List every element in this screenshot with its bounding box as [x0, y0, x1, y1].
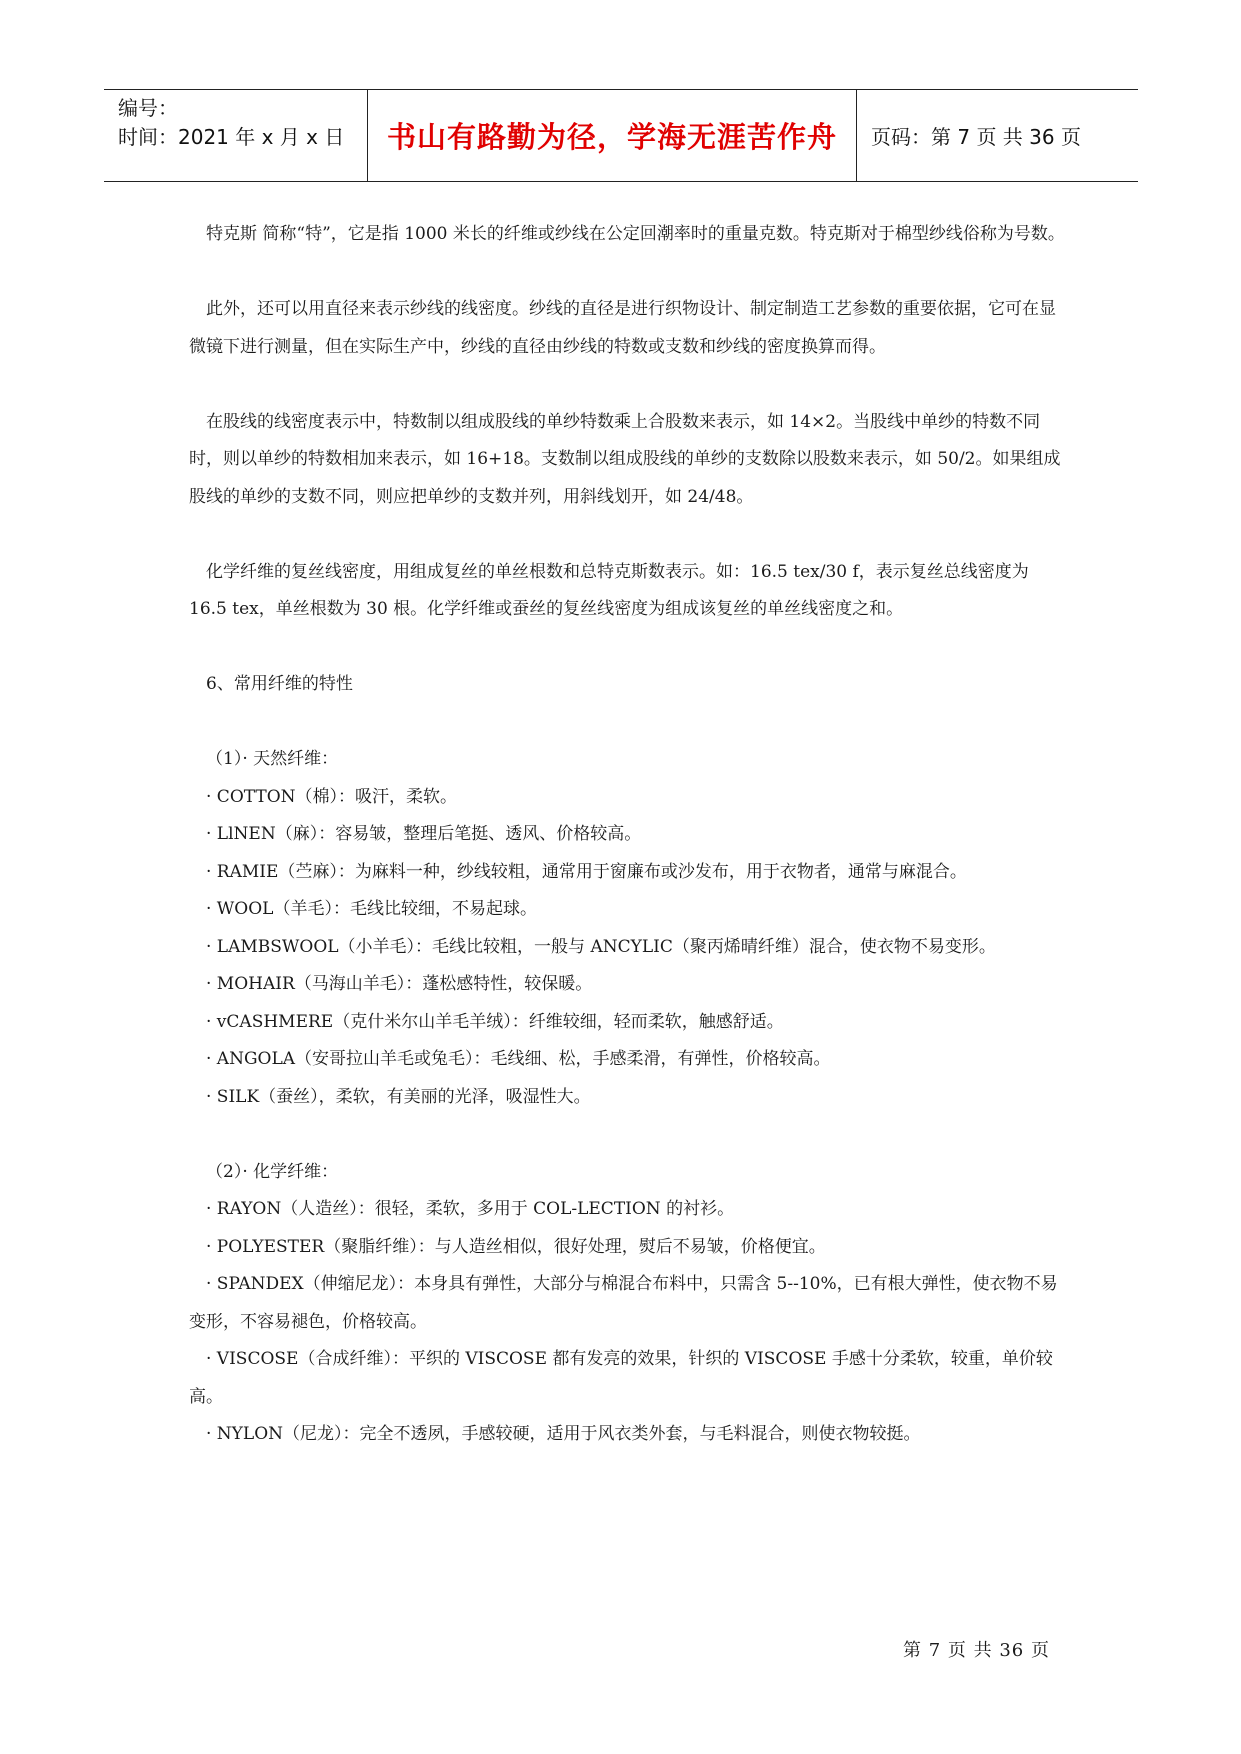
list-item: · LAMBSWOOL（小羊毛）：毛线比较粗，一般与 ANCYLIC（聚丙烯晴纤维）混合，使衣物不易变形。 [206, 936, 996, 957]
page-header [104, 89, 1138, 182]
page-footer: 第 7 页 共 36 页 [903, 1640, 1050, 1661]
list-item: · SILK（蚕丝），柔软，有美丽的光泽，吸湿性大。 [206, 1086, 591, 1107]
list-item: · ANGOLA（安哥拉山羊毛或兔毛）：毛线细、松，手感柔滑，有弹性，价格较高。 [206, 1049, 831, 1069]
list-item: · COTTON（棉）：吸汗，柔软。 [206, 786, 458, 807]
header-page-number: 页码：第 7 页 共 36 页 [871, 125, 1081, 149]
header-meta [104, 90, 368, 181]
date-label: 时间：2021 年 x 月 x 日 [118, 125, 345, 149]
list-item: · MOHAIR（马海山羊毛）：蓬松感特性，较保暖。 [206, 974, 593, 994]
paragraph-diameter: 此外，还可以用直径来表示纱线的线密度。纱线的直径是进行织物设计、制定制造工艺参数的重要依据，它可在显微镜下进行测量，但在实际生产中，纱线的直径由纱线的特数或支数和纱线的密度换算而得。 [189, 299, 1056, 357]
header-motto: 书山有路勤为径，学海无涯苦作舟 [368, 90, 857, 181]
list-item: · LlNEN（麻）：容易皱，整理后笔挺、透风、价格较高。 [206, 824, 642, 844]
list-item: · VISCOSE（合成纤维）：平织的 VISCOSE 都有发亮的效果，针织的 VISCOSE 手感十分柔软，较重，单价较高。 [189, 1349, 1053, 1407]
list-item: · RAMIE（苎麻）：为麻料一种，纱线较粗，通常用于窗廉布或沙发布，用于衣物者，通常与麻混合。 [206, 861, 967, 882]
section-title: 6、常用纤维的特性 [206, 674, 353, 694]
document-body [189, 216, 1069, 1454]
list-item: · vCASHMERE（克什米尔山羊毛羊绒）：纤维较细，轻而柔软，触感舒适。 [206, 1011, 784, 1032]
list-item: · RAYON（人造丝）：很轻，柔软，多用于 COL-LECTION 的衬衫。 [206, 1199, 735, 1219]
list-item: · NYLON（尼龙）：完全不透夙，手感较硬，适用于风衣类外套，与毛料混合，则使衣物较挺。 [206, 1424, 921, 1444]
paragraph-ply-yarn: 在股线的线密度表示中，特数制以组成股线的单纱特数乘上合股数来表示，如 14×2。当股线中单纱的特数不同时，则以单纱的特数相加来表示，如 16+18。支数制以组成股线的单纱的支数除以股数来表示，如 50/2。如果组成股线的单纱的支数不同，则应把单纱的支数并列，用斜线划开，如 24/48。 [189, 411, 1061, 507]
chemical-fiber-heading: （2）· 化学纤维： [206, 1161, 339, 1182]
paragraph-filament: 化学纤维的复丝线密度，用组成复丝的单丝根数和总特克斯数表示。如：16.5 tex/30 f，表示复丝总线密度为 16.5 tex，单丝根数为 30 根。化学纤维或蚕丝的复丝线密度为组成该复丝的单丝线密度之和。 [189, 561, 1029, 619]
list-item: · WOOL（羊毛）：毛线比较细，不易起球。 [206, 899, 537, 919]
list-item: · POLYESTER（聚脂纤维）：与人造丝相似，很好处理，熨后不易皱，价格便宜。 [206, 1236, 826, 1257]
paragraph-tex: 特克斯 简称“特”，它是指 1000 米长的纤维或纱线在公定回潮率时的重量克数。特克斯对于棉型纱线俗称为号数。 [206, 224, 1065, 244]
natural-fiber-heading: （1）· 天然纤维： [206, 749, 339, 769]
serial-number-label: 编号： [118, 96, 178, 120]
list-item: · SPANDEX（伸缩尼龙）：本身具有弹性，大部分与棉混合布料中，只需含 5--10%，已有根大弹性，使衣物不易变形，不容易褪色，价格较高。 [189, 1274, 1058, 1332]
